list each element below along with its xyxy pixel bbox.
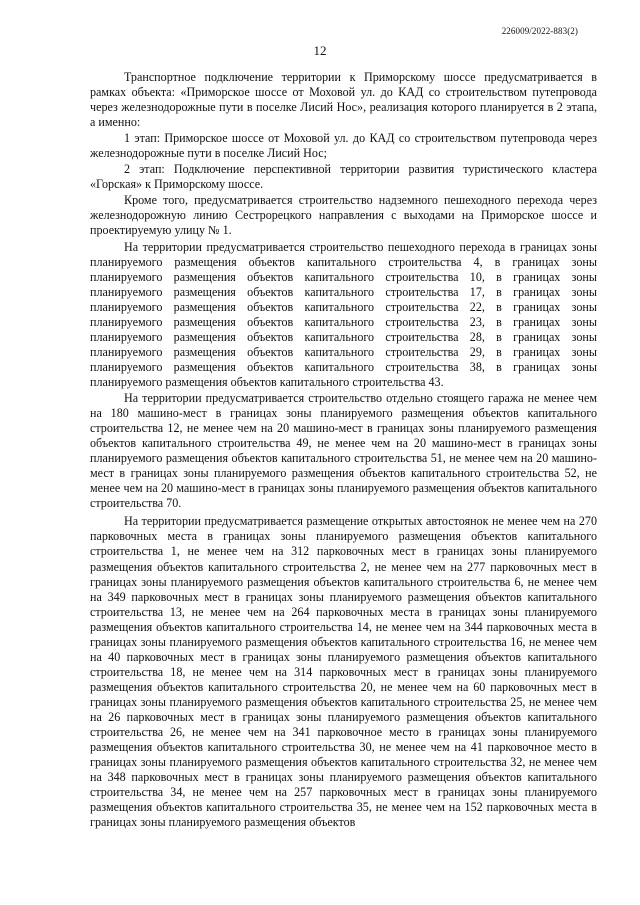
document-number: 226009/2022-883(2) xyxy=(501,26,578,36)
paragraph-garages: На территории предусматривается строительство отдельно стоящего гаража не менее чем на 180 машино-мест в границах зоны планируемого размещения объектов капитального строительства 12, не менее чем на 20 машино-мест в границах зоны планируемого размещения объектов капитального строительства 49, не менее чем на 20 машино-мест в границах зоны планируемого размещения объектов капитального строительства 51, не менее чем на 20 машино-мест в границах зоны планируемого размещения объектов капитального строительства 52, не менее чем на 20 машино-мест в границах зоны планируемого размещения объектов капитального строительства 70. xyxy=(90,390,597,511)
paragraph-transport-connection: Транспортное подключение территории к Приморскому шоссе предусматривается в рамках объекта: «Приморское шоссе от Моховой ул. до КАД со строительством путепровода через железнодорожные пути в поселке Лисий Нос», реализация которого планируется в 2 этапа, а именно: xyxy=(90,70,597,130)
document-body xyxy=(90,70,597,830)
paragraph-pedestrian-crossings: На территории предусматривается строительство пешеходного перехода в границах зоны планируемого размещения объектов капитального строительства 4, в границах зоны планируемого размещения объектов капитального строительства 10, в границах зоны планируемого размещения объектов капитального строительства 17, в границах зоны планируемого размещения объектов капитального строительства 22, в границах зоны планируемого размещения объектов капитального строительства 23, в границах зоны планируемого размещения объектов капитального строительства 28, в границах зоны планируемого размещения объектов капитального строительства 29, в границах зоны планируемого размещения объектов капитального строительства 38, в границах зоны планируемого размещения объектов капитального строительства 43. xyxy=(90,239,597,389)
paragraph-stage-1: 1 этап: Приморское шоссе от Моховой ул. до КАД со строительством путепровода через железнодорожные пути в поселке Лисий Нос; xyxy=(90,131,597,161)
page-number: 12 xyxy=(313,43,327,58)
paragraph-open-parking: На территории предусматривается размещение открытых автостоянок не менее чем на 270 парковочных места в границах зоны планируемого размещения объектов капитального строительства 1, не менее чем на 312 парковочных мест в границах зоны планируемого размещения объектов капитального строительства 2, не менее чем на 277 парковочных мест в границах зоны планируемого размещения объектов капитального строительства 6, не менее чем на 349 парковочных мест в границах зоны планируемого размещения объектов капитального строительства 13, не менее чем на 264 парковочных места в границах зоны планируемого размещения объектов капитального строительства 14, не менее чем на 344 парковочных места в границах зоны планируемого размещения объектов капитального строительства 16, не менее чем на 40 парковочных мест в границах зоны планируемого размещения объектов капитального строительства 18, не менее чем на 314 парковочных мест в границах зоны планируемого размещения объектов капитального строительства 20, не менее чем на 60 парковочных мест в границах зоны планируемого размещения объектов капитального строительства 25, не менее чем на 26 парковочных мест в границах зоны планируемого размещения объектов капитального строительства 26, не менее чем на 341 парковочное место в границах зоны планируемого размещения объектов капитального строительства 30, не менее чем на 41 парковочное место в границах зоны планируемого размещения объектов капитального строительства 32, не менее чем на 348 парковочных мест в границах зоны планируемого размещения объектов капитального строительства 34, не менее чем на 257 парковочных мест в границах зоны планируемого размещения объектов капитального строительства 35, не менее чем на 152 парковочных места в границах зоны планируемого размещения объектов xyxy=(90,514,597,830)
paragraph-stage-2: 2 этап: Подключение перспективной территории развития туристического кластера «Горская» к Приморскому шоссе. xyxy=(90,162,597,192)
paragraph-pedestrian-overpass: Кроме того, предусматривается строительство надземного пешеходного перехода через железнодорожную линию Сестрорецкого направления с выходами на Приморское шоссе и проектируемую улицу № 1. xyxy=(90,193,597,238)
